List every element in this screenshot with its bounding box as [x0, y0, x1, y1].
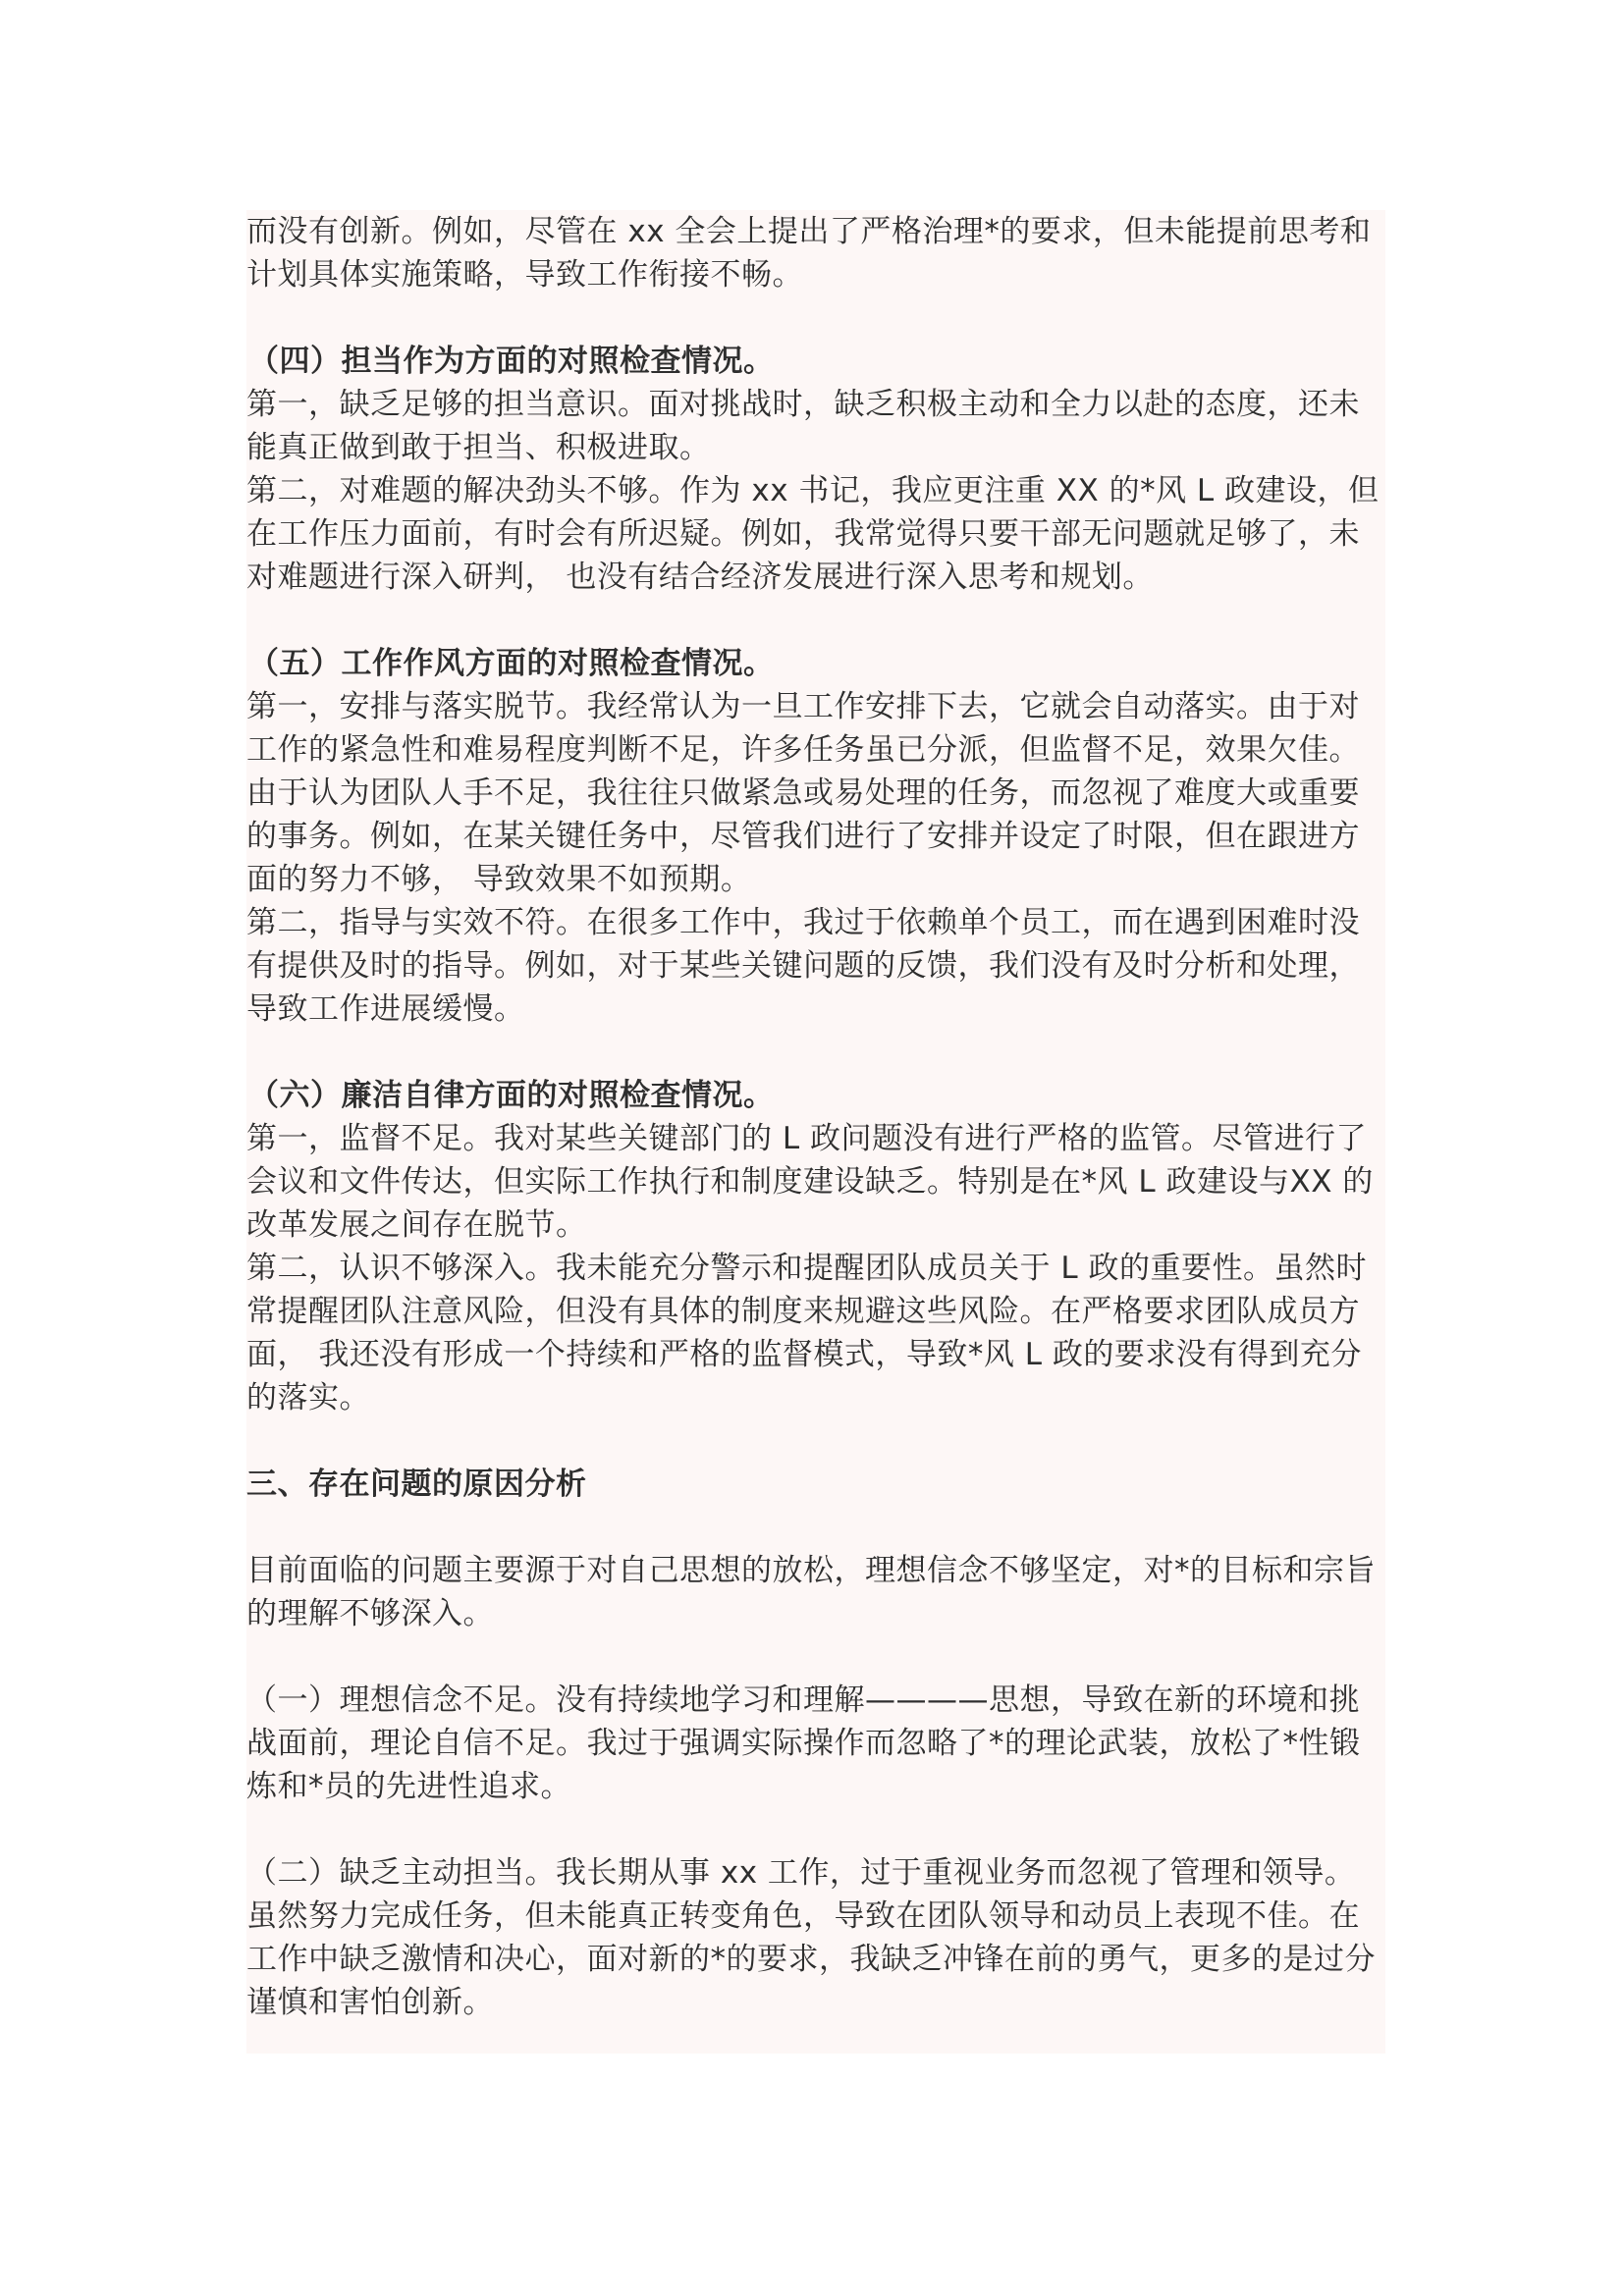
part3-item-1: （一）理想信念不足。没有持续地学习和理解————思想，导致在新的环境和挑战面前，理论自信不足。我过于强调实际操作而忽略了*的理论武装，放松了*性锻炼和*员的先进性追求。: [246, 1682, 1361, 1804]
section6-heading: （六）廉洁自律方面的对照检查情况。: [248, 1078, 775, 1113]
document-body: [246, 210, 1385, 2054]
section4-heading: （四）担当作为方面的对照检查情况。: [248, 344, 775, 379]
part3-title: 三、存在问题的原因分析: [246, 1467, 587, 1502]
intro-continuation: 而没有创新。例如，尽管在 xx 全会上提出了严格治理*的要求，但未能提前思考和计划具体实施策略，导致工作衔接不畅。: [246, 214, 1372, 293]
section5-paragraph-1: 第一，安排与落实脱节。我经常认为一旦工作安排下去，它就会自动落实。由于对工作的紧急性和难易程度判断不足，许多任务虽已分派，但监督不足，效果欠佳。由于认为团队人手不足，我往往只做紧急或易处理的任务，而忽视了难度大或重要的事务。例如，在某关键任务中，尽管我们进行了安排并设定了时限，但在跟进方面的努力不够， 导致效果不如预期。: [246, 689, 1360, 897]
section4-paragraph-1: 第一，缺乏足够的担当意识。面对挑战时，缺乏积极主动和全力以赴的态度，还未能真正做到敢于担当、积极进取。: [246, 387, 1360, 465]
spacer: [246, 1031, 1385, 1074]
spacer: [246, 296, 1385, 340]
spacer: [246, 1635, 1385, 1679]
section6-paragraph-1: 第一，监督不足。我对某些关键部门的 L 政问题没有进行严格的监管。尽管进行了会议和文件传达，但实际工作执行和制度建设缺乏。特别是在*风 L 政建设与XX 的改革发展之间存在脱节。: [246, 1121, 1374, 1243]
part3-intro: 目前面临的问题主要源于对自己思想的放松，理想信念不够坚定，对*的目标和宗旨的理解不够深入。: [246, 1553, 1376, 1631]
section5-paragraph-2: 第二，指导与实效不符。在很多工作中，我过于依赖单个员工，而在遇到困难时没有提供及时的指导。例如，对于某些关键问题的反馈，我们没有及时分析和处理， 导致工作进展缓慢。: [246, 905, 1360, 1027]
spacer: [246, 1506, 1385, 1549]
spacer: [246, 599, 1385, 642]
section5-heading: （五）工作作风方面的对照检查情况。: [248, 646, 775, 681]
section6-paragraph-2: 第二，认识不够深入。我未能充分警示和提醒团队成员关于 L 政的重要性。虽然时常提醒团队注意风险，但没有具体的制度来规避这些风险。在严格要求团队成员方面， 我还没有形成一个持续和严格的监督模式，导致*风 L 政的要求没有得到充分的落实。: [246, 1251, 1367, 1415]
spacer: [246, 1808, 1385, 1851]
part3-item-2: （二）缺乏主动担当。我长期从事 xx 工作，过于重视业务而忽视了管理和领导。虽然努力完成任务，但未能真正转变角色，导致在团队领导和动员上表现不佳。在工作中缺乏激情和决心，面对新的*的要求，我缺乏冲锋在前的勇气，更多的是过分谨慎和害怕创新。: [246, 1855, 1376, 2020]
section4-paragraph-2: 第二，对难题的解决劲头不够。作为 xx 书记，我应更注重 XX 的*风 L 政建设，但在工作压力面前，有时会有所迟疑。例如，我常觉得只要干部无问题就足够了，未对难题进行深入研判， 也没有结合经济发展进行深入思考和规划。: [246, 473, 1380, 595]
spacer: [246, 1419, 1385, 1463]
